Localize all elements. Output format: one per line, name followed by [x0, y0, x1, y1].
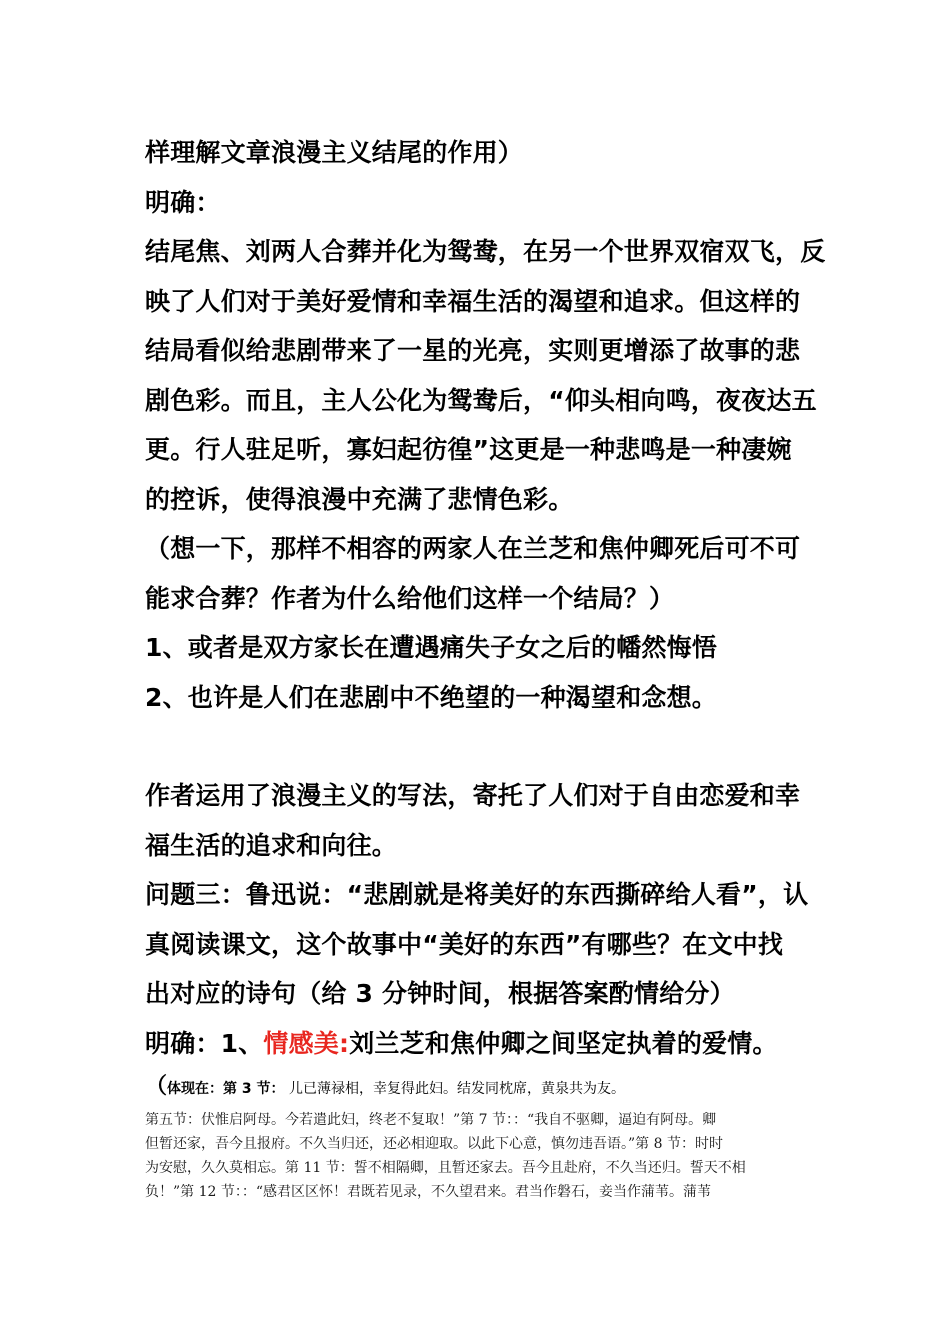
text-line: 结局看似给悲剧带来了一星的光亮，实则更增添了故事的悲	[145, 336, 801, 365]
answer-highlight: 情感美:	[263, 1028, 350, 1058]
note-label: 体现在：第 3 节：	[167, 1081, 285, 1097]
text-line: 映了人们对于美好爱情和幸福生活的渴望和追求。但这样的	[145, 286, 801, 316]
text-line: 样理解文章浪漫主义结尾的作用）	[145, 138, 524, 167]
note-line: 为安慰，久久莫相忘。第 11 节：誓不相隔卿，且暂还家去。吾今且赴府，不久当还归。誓天不相	[145, 1160, 746, 1176]
text-line: 的控诉，使得浪漫中充满了悲情色彩。	[145, 484, 574, 514]
note-line: 第五节：伏惟启阿母。今若遣此妇，终老不复取！”第 7 节：：“我自不驱卿，逼迫有阿母。卿	[145, 1112, 717, 1128]
note-line: 负！”第 12 节：：“感君区区怀！君既若见录，不久望君来。君当作磐石，妾当作蒲苇。蒲苇	[145, 1184, 712, 1200]
text-line: 作者运用了浪漫主义的写法，寄托了人们对于自由恋爱和幸	[145, 781, 801, 810]
text-line: 出对应的诗句（给 3 分钟时间，根据答案酌情给分）	[145, 979, 735, 1008]
text-line: 更。行人驻足听，寡妇起彷徨”这更是一种悲鸣是一种凄婉	[145, 435, 792, 464]
text-line: 结尾焦、刘两人合葬并化为鸳鸯，在另一个世界双宿双飞，反	[145, 237, 826, 266]
answer-line	[145, 1019, 815, 1069]
document-page	[145, 128, 826, 1204]
text-line: 剧色彩。而且，主人公化为鸳鸯后，“仰头相向鸣，夜夜达五	[145, 385, 817, 415]
blank-line	[145, 722, 815, 771]
text-line: （想一下，那样不相容的两家人在兰芝和焦仲卿死后可不可	[145, 534, 801, 563]
answer-prefix: 明确：1、	[145, 1028, 264, 1058]
note-text: 儿已薄禄相，幸复得此妇。结发同枕席，黄泉共为友。	[284, 1081, 625, 1097]
note-line: 但暂还家，吾今且报府。不久当归还，还必相迎取。以此下心意，慎勿违吾语。”第 8 节：时时	[145, 1136, 723, 1152]
text-line: 能求合葬？作者为什么给他们这样一个结局？）	[145, 583, 675, 613]
answer-rest: 刘兰芝和焦仲卿之间坚定执着的爱情。	[349, 1028, 778, 1058]
question-heading: 问题三：鲁迅说：“悲剧就是将美好的东西撕碎给人看”，认	[145, 880, 809, 909]
list-item: 1、或者是双方家长在遭遇痛失子女之后的幡然悔悟	[145, 633, 717, 662]
list-item: 2、也许是人们在悲剧中不绝望的一种渴望和念想。	[145, 682, 717, 712]
text-line: 真阅读课文，这个故事中“美好的东西”有哪些？在文中找	[145, 929, 784, 959]
note-body	[145, 1108, 815, 1204]
note-paren: （	[145, 1074, 168, 1099]
note-heading	[145, 1076, 815, 1100]
text-line: 福生活的追求和向往。	[145, 830, 398, 860]
text-line: 明确：	[145, 187, 221, 217]
